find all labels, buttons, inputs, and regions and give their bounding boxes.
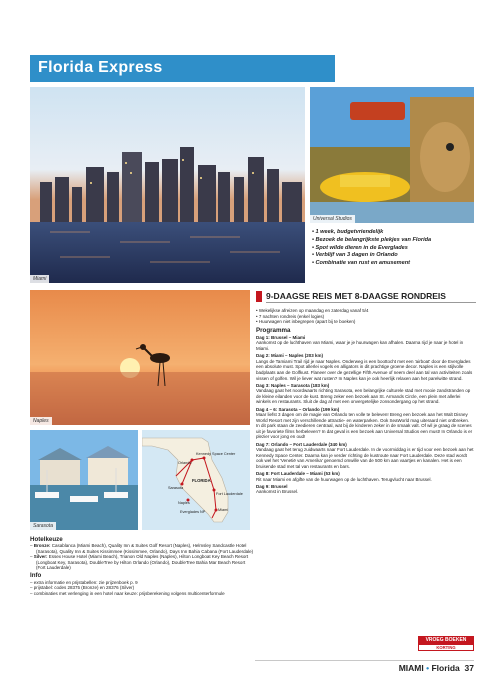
map-label-naples: Naples [178, 501, 190, 505]
highlight-item: • Spot wilde dieren in de Everglades [312, 245, 472, 253]
hotel-info-column [30, 537, 255, 596]
info-heading: Info [30, 572, 42, 580]
sarasota-photo [30, 430, 138, 530]
hotel-tier: – Silver: Essex House Hotel (Miami Beach), Trianon Old Naples (Naples), Hilton Longboat Key Beach Resort (Longboat Key, Sarasota), DoubleTree by Hilton Orlando (Orlando), DoubleTree Bahia Mar Beach Resort (Fort Lauderdale) [30, 554, 249, 571]
day-text: Vandaag gaat het terug zuidwaarts naar Fort Lauderdale. In de voormiddag is er tijd voor een bezoek aan het Kennedy Space Center. Daarna kan je verder richting de kustroute naar Fort Lauderdale. Deze stad wordt ook wel het 'Venetië van Amerika' genoemd omwille van de 500 km aan vaartjes en kanalen. Het is een bruisende stad met tal van restaurants en bars. [256, 447, 474, 469]
day-title: Dag 9: Brussel [256, 483, 288, 489]
day-text: Aankomst in Brussel. [256, 489, 299, 495]
map-label-kennedy: Kennedy Space Center [196, 452, 236, 456]
photo-caption-universal: Universal Studios [310, 215, 355, 223]
day-text: Maar liefst 3 dagen om de magie van Orlando ten volle te beleven! Breng een bezoek aan het Walt Disney World Resort met zijn verschillende attractie- en waterparken. Ook SeaWorld mag uiteraard niet ontbreken. In dit park staan de zeedieren centraal, wat bij de kinderen zeker in de smaak valt. Of wil je graag de scenes uit je favoriete films herbeleven? In dat geval is een bezoek aan Universal Studios een must! In Orlando is er plezier voor jong en oud! [256, 412, 473, 440]
info-item: – combinaties met verlenging in een hotel naar keuze: prijsberekening volgens multicenterformule [30, 590, 225, 596]
day-text: Langs de Tamiami Trail rijd je naar Naples. Onderweg is een boottocht met een 'airboat' door de Everglades een absolute must. Spot allerlei vogels en alligators in dit prachtige groene decor. Naples is een stijlvolle badplaats aan de Golfkust. Flaneer over de gezellige Fifth Avenue of neem deel aan tal van activiteiten zoals vissen of golfen. Wil je liever wat rusten? In Naples kan je ook heerlijk relaxen aan het parelwitte strand. [256, 358, 473, 381]
page-title-bar [30, 55, 335, 82]
highlights-list [312, 229, 472, 268]
section-title-text: 9-DAAGSE REIS MET 8-DAAGSE RONDREIS [266, 291, 446, 301]
map-label-sarasota: Sarasota [168, 486, 184, 490]
info-item-text: extra informatie en prijstabellen: zie prijzenboek p. 9 [33, 579, 138, 585]
map-label-orlando: Orlando [178, 461, 192, 465]
map-label-miami: Miami [218, 508, 229, 512]
info-item: – extra informatie en prijstabellen: zie prijzenboek p. 9 [30, 579, 138, 585]
miami-skyline-image [30, 87, 305, 283]
page-title: Florida Express [38, 59, 163, 76]
universal-studios-photo [310, 87, 474, 223]
early-booking-badge [418, 636, 474, 651]
footer-divider [255, 660, 474, 661]
photo-caption-sarasota: Sarasota [30, 522, 56, 530]
miami-skyline-photo [30, 87, 305, 283]
map-label-florida: FLORIDA [192, 478, 211, 483]
info-item-text: prijstabel: codes 28375 (Bronze) en 28376 (Silver) [33, 585, 135, 591]
sarasota-image [30, 430, 138, 530]
hotel-tier-text: Essex House Hotel (Miami Beach), Trianon Old Naples (Naples), Hilton Longboat Key Beach Resort (Longboat Key, Sarasota), DoubleTree by Hilton Orlando (Orlando), DoubleTree Bahia Mar Beach Resort (Fort Lauderdale) [36, 554, 249, 571]
highlight-item: • Verblijf van 3 dagen in Orlando [312, 252, 472, 260]
map-label-fort-lauderdale: Fort Lauderdale [216, 492, 243, 496]
section-divider [266, 302, 476, 303]
footer-region: MIAMI [398, 663, 424, 673]
page-number: 37 [464, 663, 474, 673]
hotel-tier: – Bronze: Casablanca (Miami Beach), Quality Inn & Suites Golf Resort (Naples), Helmsley Sandcastle Hotel (Sarasota), Quality Inn & Suites Kissimmee (Kissimmee, Orlando), Days Inn Bahia Cabana (Fort Lauderdale) [30, 543, 254, 554]
hotel-tier-text: Casablanca (Miami Beach), Quality Inn & Suites Golf Resort (Naples), Helmsley Sandcastle Hotel (Sarasota), Quality Inn & Suites Kissimmee (Kissimmee, Orlando), Days Inn Bahia Cabana (Fort Lauderdale) [36, 543, 254, 554]
map-label-everglades: Everglades NP [180, 510, 206, 514]
photo-caption-naples: Naples [30, 417, 52, 425]
florida-map [142, 430, 250, 530]
day-title: Dag 2: Miami – Naples (203 km) [256, 353, 324, 359]
hotelkeuze-heading: Hotelkeuze [30, 536, 63, 543]
badge-top: VROEG BOEKEN [418, 636, 474, 644]
section-marker [256, 291, 262, 302]
info-item: – prijstabel: codes 28375 (Bronze) en 28376 (Silver) [30, 585, 135, 591]
trip-info-item: • Huurwagen niet inbegrepen (apart bij te boeken) [256, 319, 474, 325]
photo-caption-miami: Miami [30, 275, 49, 283]
day-title: Dag 1: Brussel – Miami [256, 334, 306, 340]
day-text: Aankomst op de luchthaven van Miami, waar je je huurwagen kan afhalen. Daarna rijd je naar je hotel in Miami. [256, 340, 464, 352]
highlight-item: • Bezoek de belangrijkste plekjes van Florida [312, 237, 472, 245]
day-title: Dag 3: Naples – Sarasota (183 km) [256, 382, 330, 388]
footer-state: Florida [431, 663, 460, 673]
naples-sunset-photo [30, 290, 250, 425]
naples-sunset-image [30, 290, 250, 425]
trip-info-item: • 7 nachten rondreis (enkel logies) [256, 314, 474, 320]
hotel-tier-label: Silver: [33, 554, 48, 560]
universal-studios-image [310, 87, 474, 223]
day-text: Rit naar Miami en afgifte van de huurwagen op de luchthaven. Terugvlucht naar Brussel. [256, 476, 432, 482]
programma-heading: Programma [256, 326, 291, 334]
info-item-text: combinaties met verlenging in een hotel naar keuze: prijsberekening volgens multicenterformule [33, 590, 225, 596]
day-title: Dag 7: Orlando – Fort Lauderdale (340 km) [256, 441, 347, 447]
program-column [256, 308, 474, 495]
day-text: Vandaag gaat het noordwaarts richting Sarasota, een belangrijke culturele stad met mooie zandstranden op de kleine eilanden voor de kust. Breng zeker een bezoek aan St. Armands Circle, een plein met allerlei winkels en restaurants. Sluit de dag af met een onvergetelijke zonsondergang op het strand. [256, 388, 471, 405]
trip-info-item: • Wekelijkse afreizen op maandag en zaterdag vanaf 5/4 [256, 308, 474, 314]
hotel-tier-label: Bronze: [33, 543, 51, 549]
highlight-item: • Combinatie van rust en amusement [312, 260, 472, 268]
day-title: Dag 8: Fort Lauderdale – Miami (53 km) [256, 471, 340, 477]
badge-bottom: KORTING [418, 644, 474, 651]
highlight-item: • 1 week, budgetvriendelijk [312, 229, 472, 237]
page-footer [399, 663, 474, 673]
section-heading [256, 291, 476, 303]
footer-separator: • [426, 663, 430, 673]
day-title: Dag 4 – 6: Sarasota – Orlando (199 km) [256, 406, 340, 412]
